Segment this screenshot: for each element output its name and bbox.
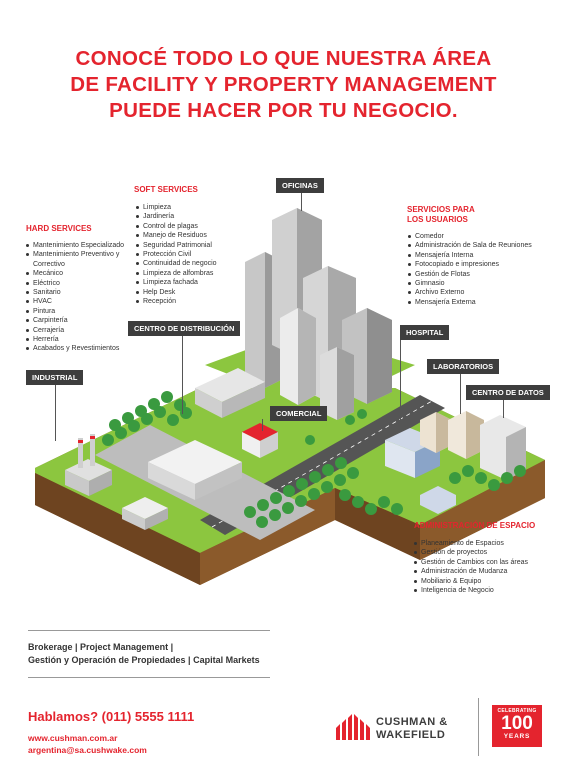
list-item: Planeamiento de Espacios [414, 539, 559, 548]
list-item: Mensajería Interna [408, 251, 558, 260]
list-item: Gestión de Cambios con las áreas [414, 558, 559, 567]
badge-number: 100 [501, 713, 533, 734]
headline-line-1: CONOCÉ TODO LO QUE NUESTRA ÁREA [75, 47, 492, 70]
user-services-title-line-2: LOS USUARIOS [407, 215, 468, 224]
logo-divider [478, 698, 479, 756]
user-services-list [408, 232, 558, 307]
leader-laboratorios [460, 372, 461, 414]
soft-services-title: SOFT SERVICES [134, 185, 198, 194]
list-item: Help Desk [136, 288, 276, 297]
list-item: Eléctrico [26, 279, 128, 288]
list-item: Gestión de Flotas [408, 270, 558, 279]
badge-top: CELEBRATING [497, 708, 537, 714]
list-item: Limpieza [136, 203, 276, 212]
user-services-title [407, 205, 475, 225]
email-link[interactable]: argentina@sa.cushwake.com [28, 745, 147, 755]
list-item: Archivo Externo [408, 288, 558, 297]
list-item: Mantenimiento Preventivo y Correctivo [26, 250, 128, 269]
tag-centro-de-distribucion: CENTRO DE DISTRIBUCIÓN [128, 321, 240, 336]
list-item: Manejo de Residuos [136, 231, 276, 240]
list-item: Protección Civil [136, 250, 276, 259]
leader-distribucion [182, 334, 183, 414]
divider-top [28, 630, 270, 631]
website-link[interactable]: www.cushman.com.ar [28, 733, 118, 743]
tag-industrial: INDUSTRIAL [26, 370, 83, 385]
tag-oficinas: OFICINAS [276, 178, 324, 193]
list-item: Mantenimiento Especializado [26, 241, 128, 250]
phone-number: Hablamos? (011) 5555 1111 [28, 709, 195, 724]
cushman-wakefield-logo-icon [336, 712, 372, 740]
headline-line-2: DE FACILITY Y PROPERTY MANAGEMENT [70, 73, 497, 96]
list-item: Mensajería Externa [408, 298, 558, 307]
logo-line-2: WAKEFIELD [376, 729, 446, 741]
services-line-1: Brokerage | Project Management | [28, 642, 174, 652]
divider-bottom [28, 677, 270, 678]
list-item: Gimnasio [408, 279, 558, 288]
list-item: Mecánico [26, 269, 128, 278]
leader-oficinas [301, 191, 302, 211]
leader-datos [503, 398, 504, 418]
list-item: Sanitario [26, 288, 128, 297]
list-item: Pintura [26, 307, 128, 316]
headline-line-3: PUEDE HACER POR TU NEGOCIO. [109, 99, 458, 122]
logo-line-1: CUSHMAN & [376, 716, 448, 728]
hard-services-title: HARD SERVICES [26, 224, 92, 233]
list-item: Continuidad de negocio [136, 259, 276, 268]
list-item: HVAC [26, 297, 128, 306]
space-admin-title: ADMINISTRACIÓN DE ESPACIO [414, 521, 536, 530]
list-item: Administración de Sala de Reuniones [408, 241, 558, 250]
list-item: Acabados y Revestimientos [26, 344, 128, 353]
hard-services-list [26, 241, 128, 354]
soft-services-list [136, 203, 276, 306]
tag-hospital: HOSPITAL [400, 325, 449, 340]
list-item: Administración de Mudanza [414, 567, 559, 576]
list-item: Jardinería [136, 212, 276, 221]
list-item: Cerrajería [26, 326, 128, 335]
list-item: Seguridad Patrimonial [136, 241, 276, 250]
tag-laboratorios: LABORATORIOS [427, 359, 499, 374]
user-services-title-line-1: SERVICIOS PARA [407, 205, 475, 214]
leader-industrial [55, 383, 56, 441]
list-item: Gestión de proyectos [414, 548, 559, 557]
list-item: Comedor [408, 232, 558, 241]
list-item: Carpintería [26, 316, 128, 325]
list-item: Limpieza fachada [136, 278, 276, 287]
leader-comercial [262, 419, 263, 431]
list-item: Herrería [26, 335, 128, 344]
list-item: Control de plagas [136, 222, 276, 231]
list-item: Fotocopiado e impresiones [408, 260, 558, 269]
list-item: Mobiliario & Equipo [414, 577, 559, 586]
tag-comercial: COMERCIAL [270, 406, 327, 421]
leader-hospital [400, 338, 401, 430]
list-item: Limpieza de alfombras [136, 269, 276, 278]
tag-centro-de-datos: CENTRO DE DATOS [466, 385, 550, 400]
space-admin-list [414, 539, 559, 595]
list-item: Recepción [136, 297, 276, 306]
celebrating-100-years-badge [492, 705, 542, 747]
services-line-2: Gestión y Operación de Propiedades | Capital Markets [28, 655, 260, 665]
list-item: Inteligencia de Negocio [414, 586, 559, 595]
badge-bottom: YEARS [503, 733, 531, 740]
